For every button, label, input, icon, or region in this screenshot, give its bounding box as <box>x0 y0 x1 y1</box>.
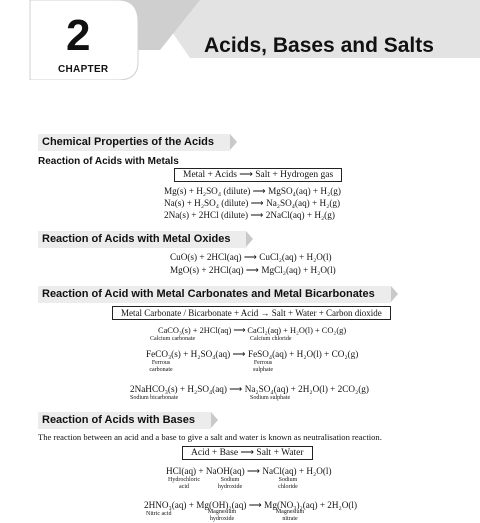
equation: Na(s) + H₂SO₄ (dilute) ⟶ Na₂SO₄(aq) + H₂(g) <box>164 198 341 208</box>
chapter-title: Acids, Bases and Salts <box>204 34 434 57</box>
equation: CuO(s) + 2HCl(aq) ⟶ CuCl₂(aq) + H₂O(l) <box>170 252 332 262</box>
compound-caption: Sodium chloride <box>278 477 298 490</box>
compound-caption: Sodium hydroxide <box>217 477 243 490</box>
compound-caption: Sodium sulphate <box>250 395 291 401</box>
chapter-label: CHAPTER <box>58 64 109 75</box>
equation: 2Na(s) + 2HCl (dilute) ⟶ 2NaCl(aq) + H₂(g) <box>164 210 335 220</box>
chapter-number: 2 <box>66 11 91 60</box>
section-heading-bases: Reaction of Acids with Bases <box>38 412 211 429</box>
equation: FeCO₃(s) + H₂SO₄(aq) ⟶ FeSO₄(aq) + H₂O(l) + CO₂(g) <box>146 349 359 359</box>
section-heading-carbonates: Reaction of Acid with Metal Carbonates and Metal Bicarbonates <box>38 286 391 303</box>
equation: Mg(s) + H₂SO₄ (dilute) ⟶ MgSO₄(aq) + H₂(g) <box>164 186 341 196</box>
subheading-acids-metals: Reaction of Acids with Metals <box>38 156 179 167</box>
word-equation-box: Acid + Base ⟶ Salt + Water <box>182 446 313 460</box>
compound-caption: Calcium chloride <box>250 336 292 342</box>
compound-caption: Hydrochloric acid <box>168 477 200 490</box>
compound-caption: Nitric acid <box>146 511 172 517</box>
equation: CaCO₃(s) + 2HCl(aq) ⟶ CaCl₂(aq) + H₂O(l) + CO₂(g) <box>158 326 347 335</box>
compound-caption: Ferrous carbonate <box>149 360 173 373</box>
equation: 2NaHCO₃(s) + H₂SO₄(aq) ⟶ Na₂SO₄(aq) + 2H₂O(l) + 2CO₂(g) <box>130 384 369 394</box>
equation: 2HNO₃(aq) + Mg(OH)₂(aq) ⟶ Mg(NO₃)₂(aq) + 2H₂O(l) <box>144 500 358 510</box>
paragraph-neutralisation: The reaction between an acid and a base to give a salt and water is known as neutralisation reaction. <box>38 432 382 442</box>
compound-caption: Magnesium hydroxide <box>207 509 237 522</box>
section-heading-chemical-properties: Chemical Properties of the Acids <box>38 134 230 151</box>
compound-caption: Sodium bicarbonate <box>130 395 179 401</box>
compound-caption: Calcium carbonate <box>150 336 196 342</box>
equation: HCl(aq) + NaOH(aq) ⟶ NaCl(aq) + H₂O(l) <box>166 466 332 476</box>
word-equation-box: Metal + Acids ⟶ Salt + Hydrogen gas <box>174 168 342 182</box>
word-equation-box: Metal Carbonate / Bicarbonate + Acid → Salt + Water + Carbon dioxide <box>112 306 391 320</box>
section-heading-metal-oxides: Reaction of Acids with Metal Oxides <box>38 231 246 248</box>
compound-caption: Magnesium nitrate <box>275 509 305 522</box>
compound-caption: Ferrous sulphate <box>253 360 273 373</box>
equation: MgO(s) + 2HCl(aq) ⟶ MgCl₂(aq) + H₂O(l) <box>170 265 336 275</box>
